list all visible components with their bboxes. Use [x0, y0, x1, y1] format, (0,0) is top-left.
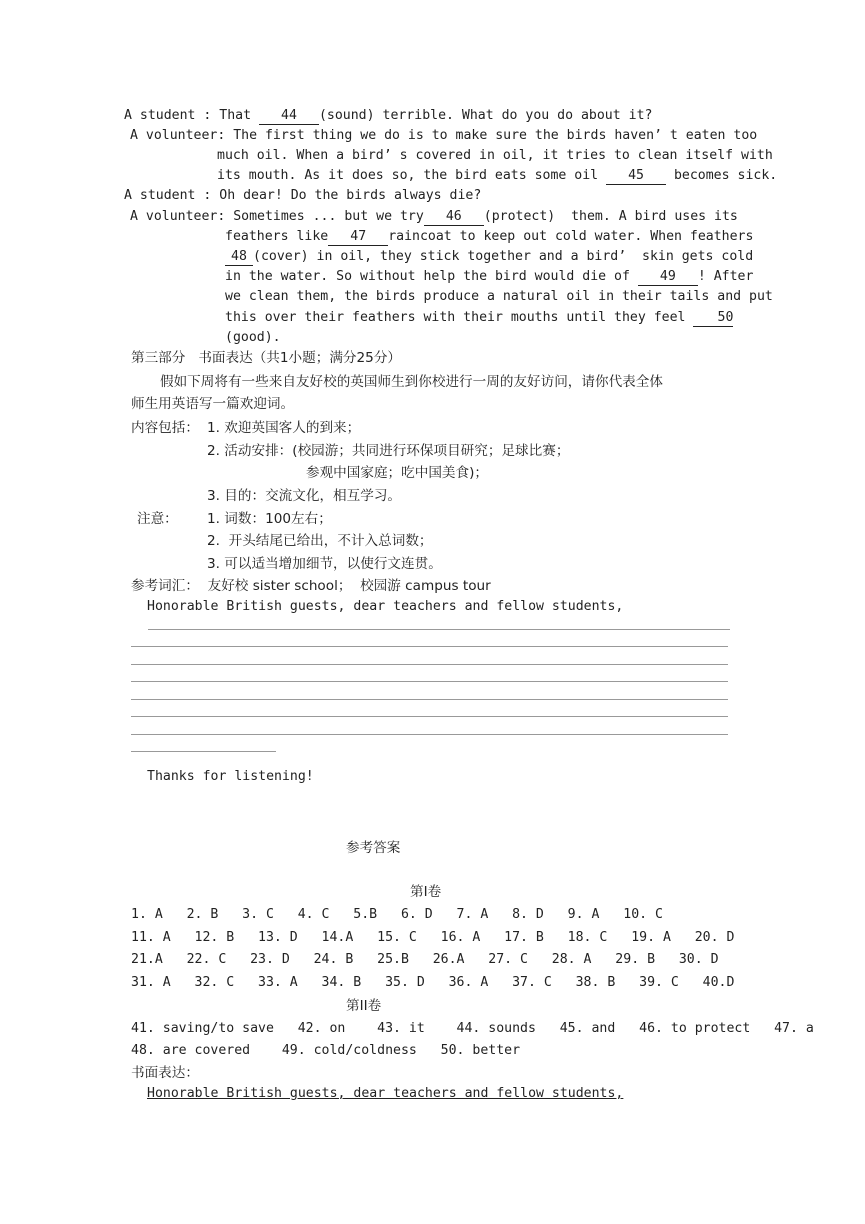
dialogue-line-47: feathers like 47 raincoat to keep out cold water. When feathers: [225, 229, 754, 244]
vocab-reference: 参考词汇： 友好校 sister school； 校园游 campus tour: [131, 578, 491, 594]
part3-title: 第三部分 书面表达（共1小题；满分25分）: [131, 350, 402, 366]
answer-row-3: 21.A 22. C 23. D 24. B 25.B 26.A 27. C 28. A 29. B 30. D: [131, 952, 719, 967]
writing-line: [131, 646, 728, 647]
dialogue-line-49: in the water. So without help the bird would die of 49 ! After: [225, 269, 754, 284]
dialogue-line-46: A volunteer: Sometimes ... but we try 46 (protect) them. A bird uses its: [130, 209, 738, 224]
dialogue-line-50: this over their feathers with their mouths until they feel 50: [225, 310, 734, 325]
content-item-1: 1. 欢迎英国客人的到来；: [207, 420, 361, 436]
writing-line: [131, 664, 728, 665]
note-label: 注意：: [137, 511, 178, 527]
dialogue-line-volunteer-1: A volunteer: The first thing we do is to make sure the birds haven’ t eaten too: [130, 128, 758, 143]
note-item-3: 3. 可以适当增加细节，以使行文连贯。: [207, 556, 442, 572]
answer-row-4: 31. A 32. C 33. A 34. B 35. D 36. A 37. C 38. B 39. C 40.D: [131, 975, 735, 990]
answer-row-5: 41. saving/to save 42. on 43. it 44. sounds 45. and 46. to protect 47. a: [131, 1021, 814, 1036]
dialogue-line-12: (good).: [225, 330, 281, 345]
blank-44: 44: [259, 108, 319, 125]
note-item-2: 2. 开头结尾已给出，不计入总词数；: [207, 533, 433, 549]
writing-line: [148, 629, 730, 630]
answer-row-6: 48. are covered 49. cold/coldness 50. better: [131, 1043, 521, 1058]
essay-answer-label: 书面表达：: [131, 1065, 199, 1081]
blank-47: 47: [328, 229, 388, 246]
writing-line: [131, 751, 276, 752]
dialogue-line-3: much oil. When a bird’ s covered in oil, it tries to clean itself with: [217, 148, 773, 163]
writing-line: [131, 699, 728, 700]
dialogue-line-10: we clean them, the birds produce a natural oil in their tails and put: [225, 289, 773, 304]
volume-2-heading: 第II卷: [346, 998, 382, 1014]
content-item-2: 2. 活动安排：(校园游；共同进行环保项目研究；足球比赛；: [207, 443, 570, 459]
note-item-1: 1. 词数：100左右；: [207, 511, 332, 527]
blank-48: 48: [225, 249, 253, 266]
writing-line: [131, 716, 728, 717]
volume-1-heading: 第I卷: [410, 884, 442, 900]
blank-50: 50: [693, 310, 733, 327]
essay-answer-greeting: Honorable British guests, dear teachers and fellow students,: [147, 1086, 624, 1101]
essay-greeting: Honorable British guests, dear teachers and fellow students,: [147, 599, 624, 614]
blank-49: 49: [638, 269, 698, 286]
content-item-2-continued: 参观中国家庭；吃中国美食)；: [306, 465, 489, 481]
part3-prompt-line-1: 假如下周将有一些来自友好校的英国师生到你校进行一周的友好访问，请你代表全体: [160, 374, 663, 390]
dialogue-line-44: A student : That 44 (sound) terrible. What do you do about it?: [124, 108, 653, 123]
writing-line: [131, 681, 728, 682]
writing-line: [131, 734, 728, 735]
answers-title: 参考答案: [346, 840, 401, 856]
dialogue-line-student-2: A student : Oh dear! Do the birds always die?: [124, 188, 482, 203]
content-label: 内容包括：: [131, 420, 199, 436]
blank-45: 45: [606, 168, 666, 185]
content-item-3: 3. 目的：交流文化，相互学习。: [207, 488, 402, 504]
essay-closing: Thanks for listening!: [147, 769, 314, 784]
part3-prompt-line-2: 师生用英语写一篇欢迎词。: [131, 396, 295, 412]
answer-row-1: 1. A 2. B 3. C 4. C 5.B 6. D 7. A 8. D 9. A 10. C: [131, 907, 663, 922]
dialogue-line-48: 48 (cover) in oil, they stick together and a bird’ skin gets cold: [225, 247, 753, 267]
answer-row-2: 11. A 12. B 13. D 14.A 15. C 16. A 17. B 18. C 19. A 20. D: [131, 930, 735, 945]
dialogue-line-45: its mouth. As it does so, the bird eats some oil 45 becomes sick.: [217, 168, 778, 183]
blank-46: 46: [424, 209, 484, 226]
